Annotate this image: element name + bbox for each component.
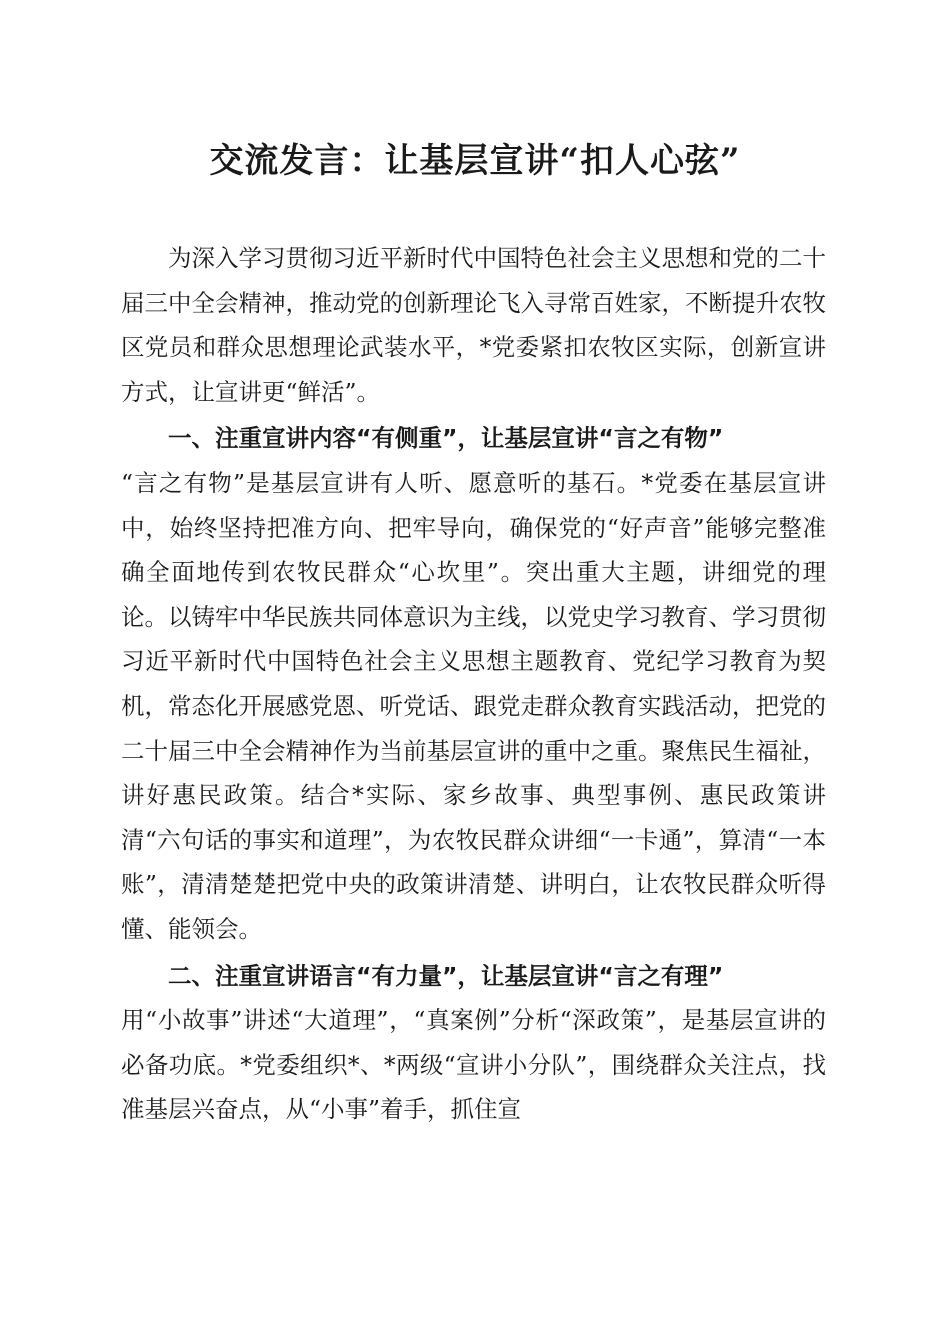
section-1-paragraph: “言之有物”是基层宣讲有人听、愿意听的基石。*党委在基层宣讲中，始终坚持把准方向、把牢导向，确保党的“好声音”能够完整准确全面地传到农牧民群众“心坎里”。突出重大主题，讲细党的理论。以铸牢中华民族共同体意识为主线，以党史学习教育、学习贯彻习近平新时代中国特色社会主义思想主题教育、党纪学习教育为契机，常态化开展感党恩、听党话、跟党走群众教育实践活动，把党的二十届三中全会精神作为当前基层宣讲的重中之重。聚焦民生福祉，讲好惠民政策。结合*实际、家乡故事、典型事例、惠民政策讲清“六句话的事实和道理”，为农牧民群众讲细“一卡通”，算清“一本账”，清清楚楚把党中央的政策讲清楚、讲明白，让农牧民群众听得懂、能领会。	[121, 468, 826, 943]
document-title: 交流发言：让基层宣讲“扣人心弦”	[209, 141, 741, 181]
section-2-heading: 二、注重宣讲语言“有力量”，让基层宣讲“言之有理”	[168, 961, 724, 990]
section-1-heading: 一、注重宣讲内容“有侧重”，让基层宣讲“言之有物”	[168, 424, 724, 453]
section-2-paragraph: 用“小故事”讲述“大道理”，“真案例”分析“深政策”，是基层宣讲的必备功底。*党委组织*、*两级“宣讲小分队”，围绕群众关注点，找准基层兴奋点，从“小事”着手，抓住宣	[121, 1006, 826, 1124]
document-body	[121, 236, 826, 1132]
intro-paragraph: 为深入学习贯彻习近平新时代中国特色社会主义思想和党的二十届三中全会精神，推动党的创新理论飞入寻常百姓家，不断提升农牧区党员和群众思想理论武装水平，*党委紧扣农牧区实际，创新宣讲方式，让宣讲更“鲜活”。	[121, 244, 826, 406]
